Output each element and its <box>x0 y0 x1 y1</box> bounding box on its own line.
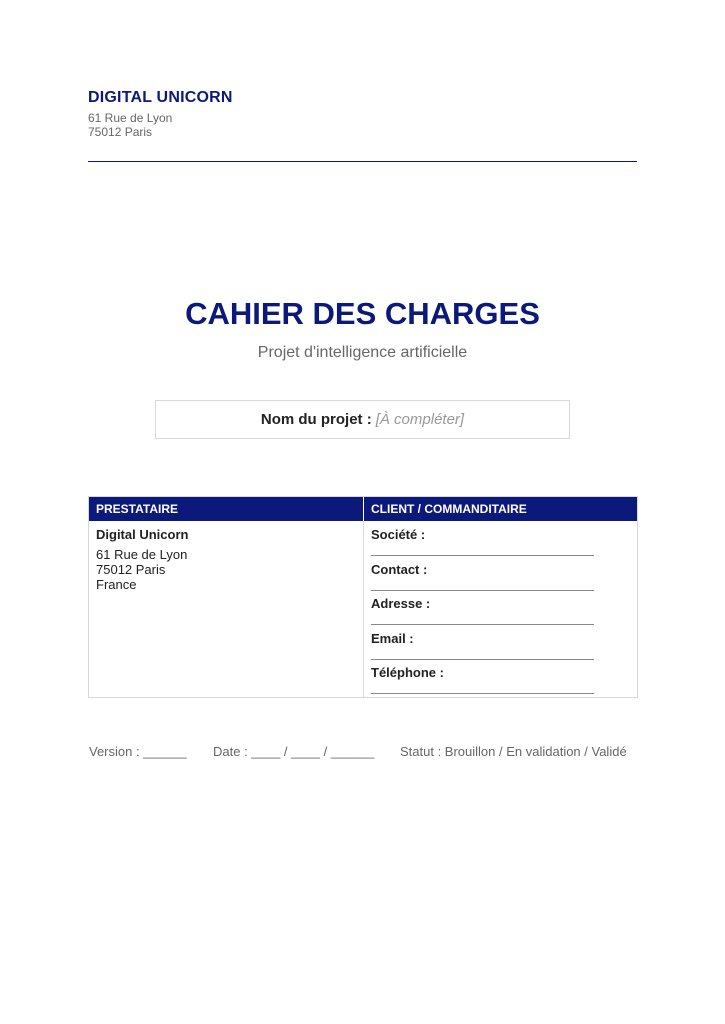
parties-table-header <box>89 497 637 521</box>
prestataire-column <box>89 521 364 697</box>
client-field-adresse <box>371 596 637 631</box>
header-divider <box>88 161 637 162</box>
client-field-label: Email : <box>371 630 414 646</box>
document-subtitle: Projet d'intelligence artificielle <box>257 344 468 361</box>
prestataire-name: Digital Unicorn <box>96 527 189 542</box>
client-field-email <box>371 631 637 666</box>
prestataire-country: France <box>96 577 137 592</box>
client-field-blank-line <box>371 693 594 694</box>
parties-table-body <box>89 521 637 697</box>
company-name: DIGITAL UNICORN <box>88 89 233 106</box>
footer-status: Statut : Brouillon / En validation / Validé <box>400 744 627 759</box>
project-name-label: Nom du projet : <box>260 411 372 428</box>
client-field-blank-line <box>371 624 594 625</box>
client-field-blank-line <box>371 590 594 591</box>
prestataire-header: PRESTATAIRE <box>89 497 364 521</box>
footer-version: Version : ______ <box>89 744 187 759</box>
company-header <box>88 89 233 139</box>
prestataire-address-line2: 75012 Paris <box>96 562 166 577</box>
client-field-blank-line <box>371 659 594 660</box>
client-field-label: Contact : <box>371 561 428 577</box>
client-field-telephone <box>371 665 637 700</box>
client-header: CLIENT / COMMANDITAIRE <box>371 502 527 516</box>
footer-date: Date : ____ / ____ / ______ <box>213 744 375 759</box>
prestataire-address-line1: 61 Rue de Lyon <box>96 547 188 562</box>
company-address-line2: 75012 Paris <box>88 125 153 139</box>
project-name-value: [À compléter] <box>375 411 465 428</box>
client-field-blank-line <box>371 555 594 556</box>
client-field-label: Adresse : <box>371 596 431 611</box>
client-field-label: Téléphone : <box>371 665 444 680</box>
client-field-societe <box>371 527 637 562</box>
company-address-line1: 61 Rue de Lyon <box>88 111 173 125</box>
client-field-label: Société : <box>371 527 426 542</box>
parties-table <box>88 496 638 698</box>
project-name-box <box>155 400 570 439</box>
client-field-contact <box>371 562 637 597</box>
client-column <box>364 521 637 697</box>
document-title: CAHIER DES CHARGES <box>185 296 540 331</box>
